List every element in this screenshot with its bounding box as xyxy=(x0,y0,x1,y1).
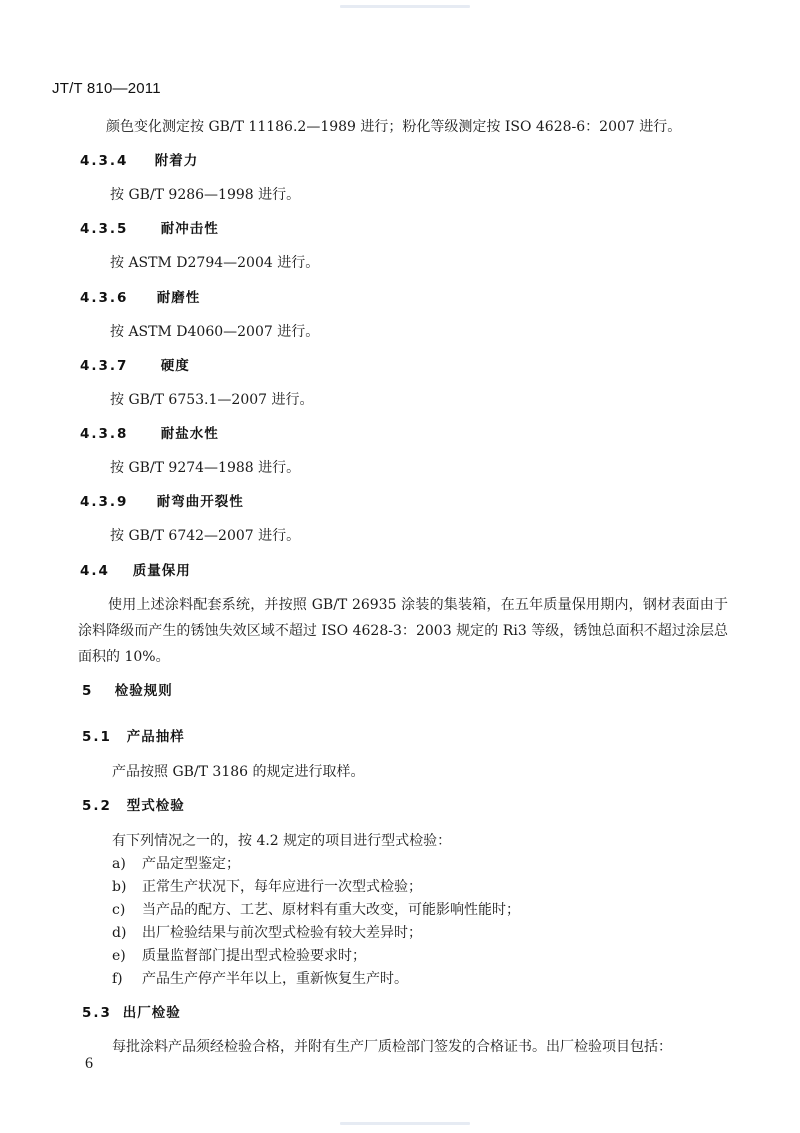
section-title: 耐冲击性 xyxy=(160,221,219,237)
list-item xyxy=(112,901,520,919)
list-item xyxy=(112,878,422,896)
section-heading-4-4 xyxy=(80,562,191,580)
section-heading-5-3 xyxy=(82,1004,181,1022)
list-text: 正常生产状况下，每年应进行一次型式检验； xyxy=(142,879,422,895)
chapter-number: 5 xyxy=(82,683,94,699)
section-title: 耐弯曲开裂性 xyxy=(156,494,244,510)
page-number: 6 xyxy=(85,1055,93,1072)
section-heading-4-3-5 xyxy=(80,220,219,238)
section-title: 附着力 xyxy=(154,153,199,169)
list-marker: a) xyxy=(112,856,126,872)
section-number: 4.3.7 xyxy=(80,358,129,374)
section-number: 5.3 xyxy=(82,1005,112,1021)
section-number: 4.3.9 xyxy=(80,494,129,510)
section-text-5-1: 产品按照 GB/T 3186 的规定进行取样。 xyxy=(112,764,365,780)
section-text-4-3-4: 按 GB/T 9286—1998 进行。 xyxy=(110,187,301,203)
section-heading-4-3-6 xyxy=(80,289,200,307)
section-text-4-3-7: 按 GB/T 6753.1—2007 进行。 xyxy=(110,392,314,408)
section-number: 4.4 xyxy=(80,563,110,579)
section-title: 出厂检验 xyxy=(122,1005,181,1021)
list-item xyxy=(112,855,240,873)
list-marker: c) xyxy=(112,902,126,918)
section-text-4-3-8: 按 GB/T 9274—1988 进行。 xyxy=(110,460,301,476)
section-heading-5-2 xyxy=(82,797,185,815)
section-number: 5.1 xyxy=(82,729,112,745)
document-code: JT/T 810—2011 xyxy=(52,80,161,97)
section-title: 耐磨性 xyxy=(156,290,201,306)
list-text: 产品定型鉴定； xyxy=(142,856,240,872)
section-heading-4-3-8 xyxy=(80,425,219,443)
list-marker: b) xyxy=(112,879,127,895)
section-title: 耐盐水性 xyxy=(160,426,219,442)
section-heading-4-3-7 xyxy=(80,357,190,375)
section-heading-5-1 xyxy=(82,728,185,746)
section-title: 型式检验 xyxy=(126,798,185,814)
section-text-4-3-9: 按 GB/T 6742—2007 进行。 xyxy=(110,528,301,544)
section-title: 质量保用 xyxy=(132,563,191,579)
section-text-4-3-6: 按 ASTM D4060—2007 进行。 xyxy=(110,324,320,340)
watermark-top xyxy=(340,5,470,8)
section-heading-4-3-4 xyxy=(80,152,198,170)
section-intro-5-2: 有下列情况之一的，按 4.2 规定的项目进行型式检验： xyxy=(112,833,452,849)
list-text: 产品生产停产半年以上，重新恢复生产时。 xyxy=(142,971,408,987)
section-number: 4.3.5 xyxy=(80,221,129,237)
intro-line: 颜色变化测定按 GB/T 11186.2—1989 进行；粉化等级测定按 ISO 4628-6：2007 进行。 xyxy=(106,119,682,135)
section-number: 5.2 xyxy=(82,798,112,814)
section-title: 硬度 xyxy=(160,358,190,374)
section-text-5-3: 每批涂料产品须经检验合格，并附有生产厂质检部门签发的合格证书。出厂检验项目包括： xyxy=(112,1039,672,1055)
section-heading-4-3-9 xyxy=(80,493,244,511)
section-text-4-4: 使用上述涂料配套系统，并按照 GB/T 26935 涂装的集装箱，在五年质量保用期内，钢材表面由于涂料降级而产生的锈蚀失效区域不超过 ISO 4628-3：2003 规定的 Ri3 等级，锈蚀总面积不超过涂层总面积的 10%。 xyxy=(78,597,728,665)
list-item xyxy=(112,970,408,988)
list-text: 当产品的配方、工艺、原材料有重大改变，可能影响性能时； xyxy=(142,902,520,918)
list-item xyxy=(112,947,366,965)
section-title: 产品抽样 xyxy=(126,729,185,745)
section-number: 4.3.6 xyxy=(80,290,129,306)
chapter-title: 检验规则 xyxy=(114,683,173,699)
watermark-bottom xyxy=(340,1122,470,1125)
list-text: 质量监督部门提出型式检验要求时； xyxy=(142,948,366,964)
list-item xyxy=(112,924,422,942)
chapter-heading-5 xyxy=(82,682,173,700)
section-text-4-3-5: 按 ASTM D2794—2004 进行。 xyxy=(110,255,320,271)
list-marker: d) xyxy=(112,925,127,941)
section-number: 4.3.4 xyxy=(80,153,129,169)
list-text: 出厂检验结果与前次型式检验有较大差异时； xyxy=(142,925,422,941)
list-marker: e) xyxy=(112,948,126,964)
section-number: 4.3.8 xyxy=(80,426,129,442)
list-marker: f) xyxy=(112,971,123,987)
